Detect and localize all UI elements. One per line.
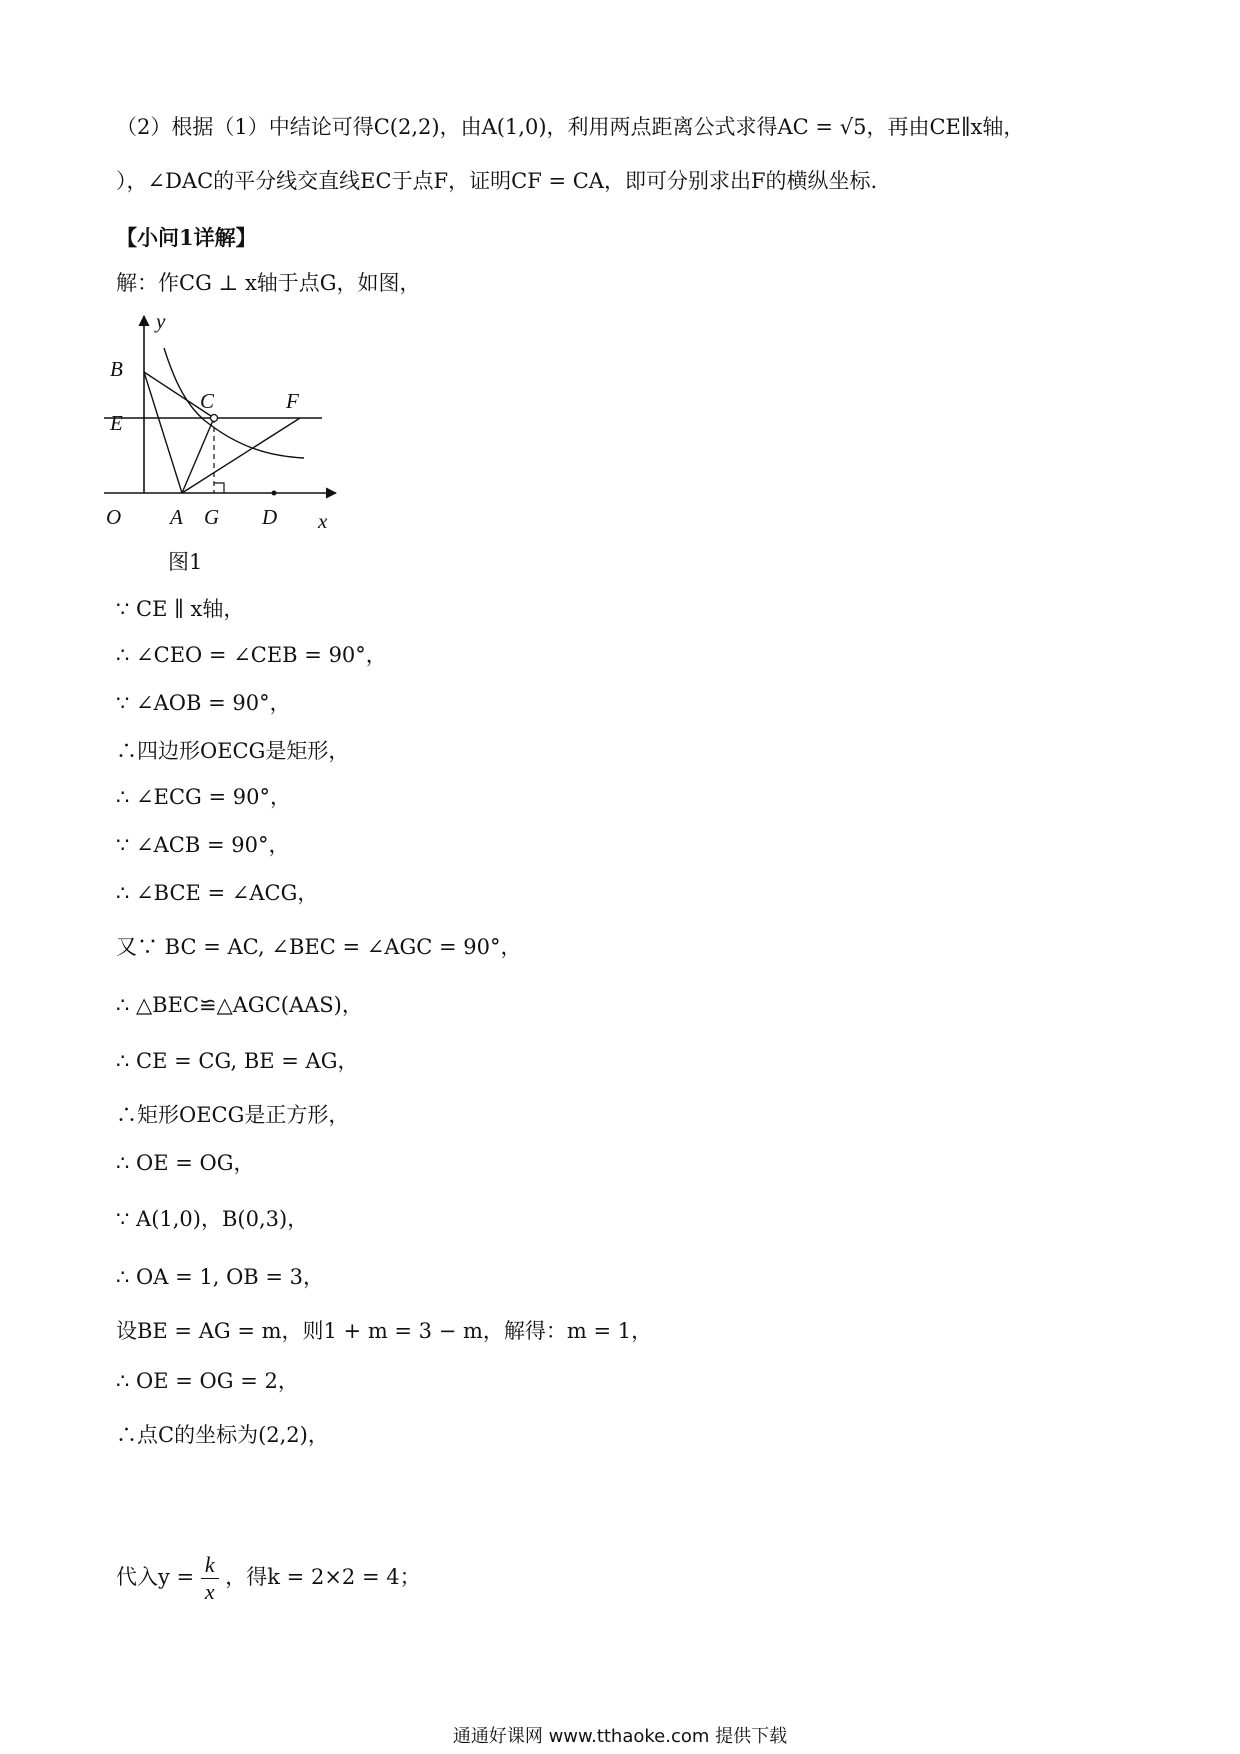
label-e: E [110,411,123,435]
solution-step: ∴点C的坐标为(2,2)， [116,1423,329,1447]
solution-step: ∵ ∠ACB = 90°， [116,833,290,857]
solution-step: ∴ ∠CEO = ∠CEB = 90°， [116,643,387,667]
fraction-k-over-x [201,1552,219,1605]
substitution-prefix: 代入y = [116,1565,195,1589]
point-c [211,415,218,422]
fraction-denominator: x [204,1579,215,1604]
label-f: F [286,389,299,413]
solution-step: ∴ OE = OG， [116,1151,255,1175]
solution-step: ∴ OA = 1, OB = 3， [116,1265,325,1289]
substitution-suffix: ，得k = 2×2 = 4； [225,1565,421,1589]
intro-line-2: ），∠DAC的平分线交直线EC于点F，证明CF = CA，即可分别求出F的横纵坐标. [116,169,878,193]
label-b: B [110,357,123,381]
label-o: O [106,505,122,528]
right-angle-mark [214,483,224,493]
solution-step: ∴ △BEC≌△AGC(AAS)， [116,993,363,1017]
segment-ba [144,372,182,493]
solution-step: ∵ CE ∥ x轴， [116,597,245,621]
label-g: G [204,505,220,528]
fraction-numerator: k [201,1552,219,1579]
section-title: 【小问1详解】 [116,225,257,250]
intro-line-1: （2）根据（1）中结论可得C(2,2)，由A(1,0)，利用两点距离公式求得AC = √5，再由CE∥x轴， [116,115,1025,139]
solution-step: 设BE = AG = m，则1 + m = 3 − m，解得：m = 1， [116,1319,653,1343]
geometry-figure [104,308,344,528]
hyperbola-curve [164,348,304,458]
solution-step: ∴ ∠BCE = ∠ACG， [116,881,319,905]
solution-intro: 解：作CG ⊥ x轴于点G，如图， [116,271,421,295]
figure-caption: 图1 [168,550,203,574]
label-y: y [156,309,166,333]
substitution-step [116,1552,421,1605]
label-d: D [262,505,278,528]
point-d [272,491,277,496]
label-c: C [200,389,215,413]
segment-ac [182,418,214,493]
solution-step: ∴ CE = CG, BE = AG， [116,1049,359,1073]
solution-step: ∴ ∠ECG = 90°， [116,785,291,809]
solution-step: ∵ A(1,0)，B(0,3)， [116,1207,309,1231]
solution-step: ∴四边形OECG是矩形， [116,739,350,763]
solution-step: ∵ ∠AOB = 90°， [116,691,291,715]
label-x: x [318,509,328,528]
solution-step: ∴ OE = OG = 2， [116,1369,299,1393]
solution-step: 又∵ BC = AC, ∠BEC = ∠AGC = 90°， [116,935,522,959]
label-a: A [170,505,183,528]
footer-text: 通通好课网 www.tthaoke.com 提供下载 [452,1726,788,1747]
solution-step: ∴矩形OECG是正方形， [116,1103,350,1127]
